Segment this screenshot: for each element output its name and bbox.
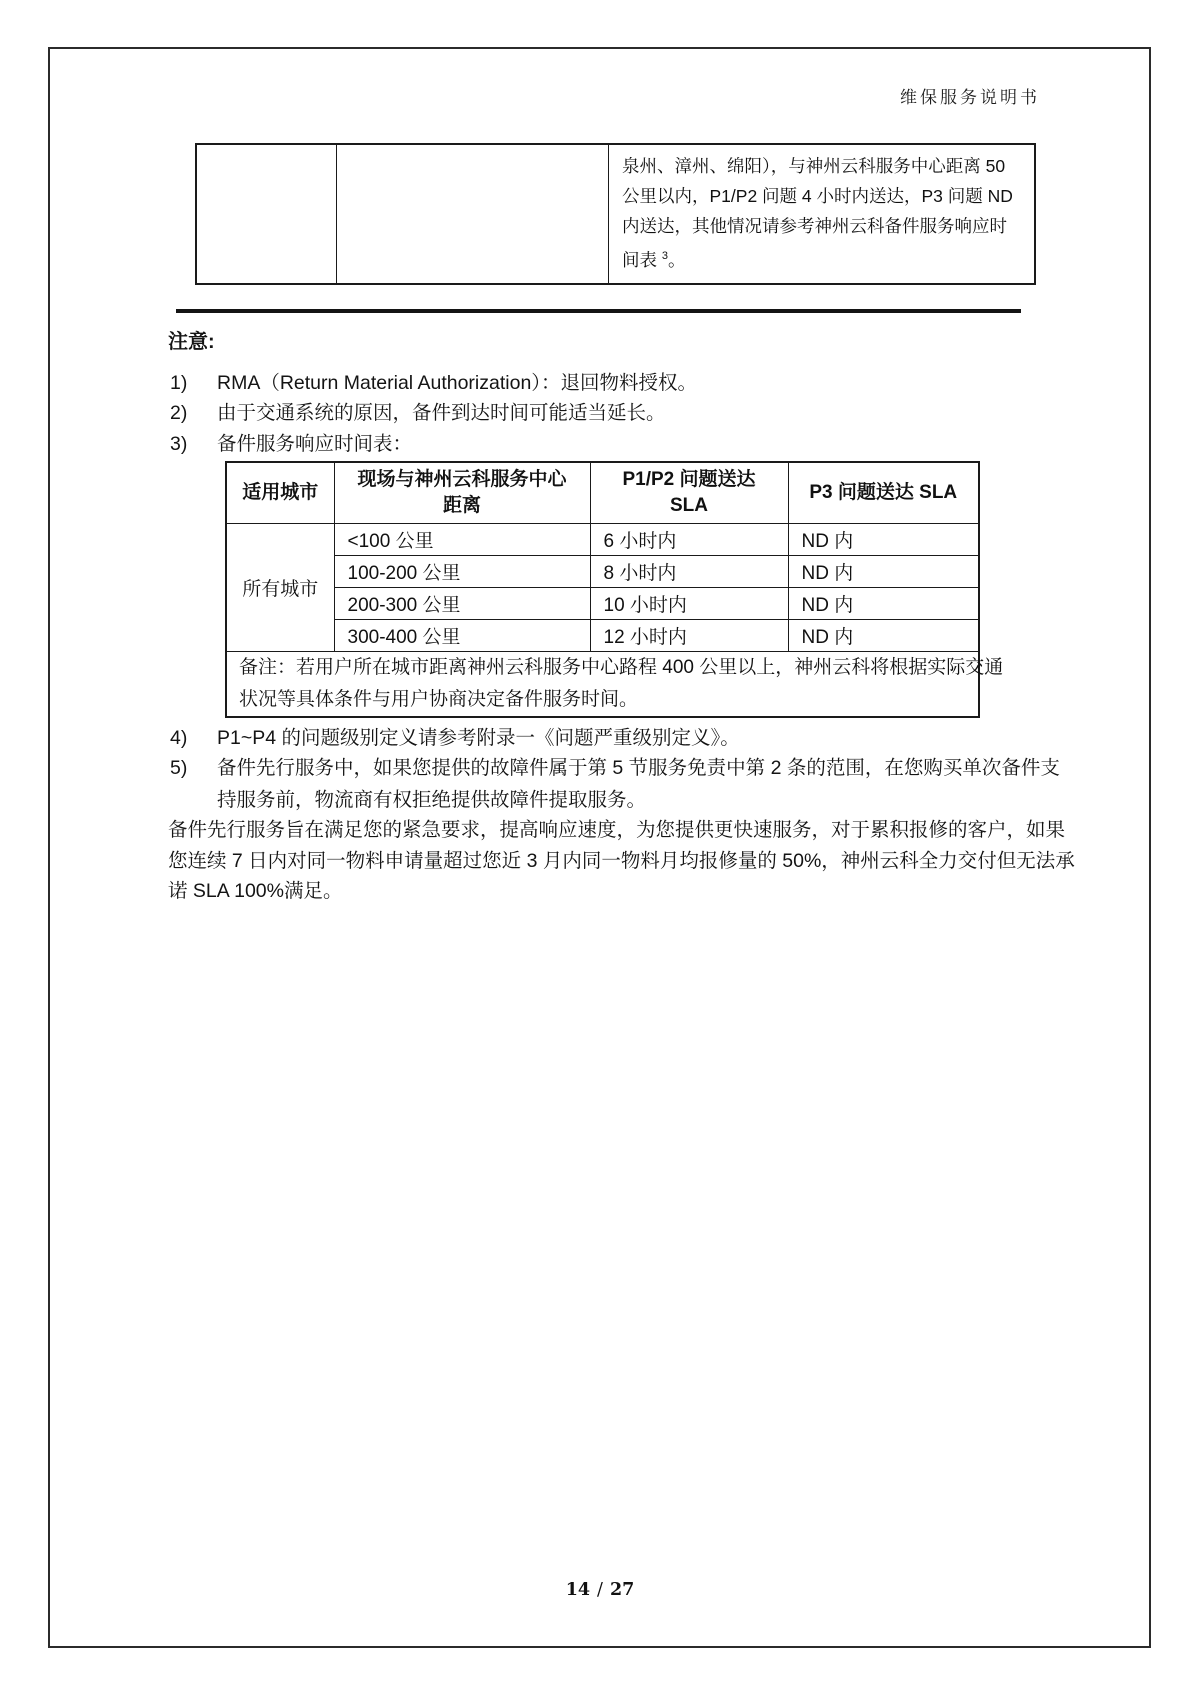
cell-p3: ND 内: [788, 523, 979, 555]
list-text: RMA（Return Material Authorization）：退回物料授权。: [217, 372, 698, 394]
cell-p3: ND 内: [788, 619, 979, 651]
list-text: 由于交通系统的原因，备件到达时间可能适当延长。: [217, 402, 666, 424]
table-row: [226, 619, 979, 651]
table-row: [226, 523, 979, 555]
list-text: P1~P4 的问题级别定义请参考附录一《问题严重级别定义》。: [217, 727, 740, 749]
page-number-current: 14: [565, 1580, 591, 1600]
notice-item-1: [170, 368, 1040, 398]
cell-p1p2: 6 小时内: [590, 523, 788, 555]
list-number: 2): [170, 402, 188, 424]
carryover-table-cell-3: [609, 145, 1034, 283]
carryover-text-line: 泉州、漳州、绵阳），与神州云科服务中心距离 50: [622, 156, 1006, 176]
carryover-text-line: 内送达，其他情况请参考神州云科备件服务响应时: [622, 216, 1007, 236]
carryover-table: [195, 143, 1036, 285]
closing-paragraph-line: 诺 SLA 100%满足。: [168, 880, 343, 902]
sla-response-table: [225, 461, 1004, 718]
note-text-line: 备注：若用户所在城市距离神州云科服务中心路程 400 公里以上，神州云科将根据实际交通: [239, 656, 1004, 678]
notice-item-5-continuation: 持服务前，物流商有权拒绝提供故障件提取服务。: [217, 789, 647, 811]
header-p1p2-sla: P1/P2 问题送达 SLA: [590, 462, 788, 523]
notice-item-3: [170, 429, 1040, 459]
cell-note: [226, 651, 1004, 717]
cell-distance: 300-400 公里: [334, 619, 590, 651]
document-header-title: 维保服务说明书: [900, 88, 1040, 108]
list-number: 1): [170, 372, 188, 394]
page-number: [0, 1580, 1200, 1600]
notice-item-5: [170, 753, 1060, 783]
notice-item-2: [170, 398, 1040, 428]
cell-city: 所有城市: [226, 523, 334, 651]
cell-p3: ND 内: [788, 555, 979, 587]
carryover-text-line: 公里以内，P1/P2 问题 4 小时内送达，P3 问题 ND: [622, 186, 1013, 206]
list-number: 3): [170, 433, 188, 455]
table-row: [226, 587, 979, 619]
section-divider-line: [176, 309, 1021, 313]
closing-paragraph-line: 备件先行服务旨在满足您的紧急要求，提高响应速度，为您提供更快速服务，对于累积报修的客户，如果: [168, 819, 1066, 841]
carryover-text-line: 间表 $^3$。: [622, 249, 686, 270]
list-number: 5): [170, 757, 188, 779]
table-header-row: [226, 462, 979, 523]
notice-heading: 注意:: [168, 331, 215, 353]
list-text: 备件服务响应时间表：: [217, 433, 413, 455]
closing-paragraph-line: 您连续 7 日内对同一物料申请量超过您近 3 月内同一物料月均报修量的 50%，神州云科全力交付但无法承: [168, 850, 1075, 872]
page-number-total: 27: [609, 1580, 635, 1600]
header-distance: 现场与神州云科服务中心 距离: [334, 462, 590, 523]
carryover-table-cell-2: [337, 145, 609, 283]
cell-p3: ND 内: [788, 587, 979, 619]
table-note-row: [226, 651, 979, 717]
header-p3-sla: P3 问题送达 SLA: [788, 462, 979, 523]
list-text: 备件先行服务中，如果您提供的故障件属于第 5 节服务免责中第 2 条的范围，在您购买单次备件支: [217, 757, 1060, 779]
note-text-line: 状况等具体条件与用户协商决定备件服务时间。: [239, 688, 639, 710]
page-number-separator: /: [597, 1580, 603, 1600]
list-number: 4): [170, 727, 188, 749]
cell-distance: 200-300 公里: [334, 587, 590, 619]
carryover-table-cell-1: [197, 145, 337, 283]
cell-p1p2: 8 小时内: [590, 555, 788, 587]
cell-distance: 100-200 公里: [334, 555, 590, 587]
cell-distance: <100 公里: [334, 523, 590, 555]
cell-p1p2: 12 小时内: [590, 619, 788, 651]
header-applicable-cities: 适用城市: [226, 462, 334, 523]
notice-item-4: [170, 723, 1040, 753]
cell-p1p2: 10 小时内: [590, 587, 788, 619]
table-row: [226, 555, 979, 587]
footnote-ref-3: 3: [661, 250, 668, 262]
